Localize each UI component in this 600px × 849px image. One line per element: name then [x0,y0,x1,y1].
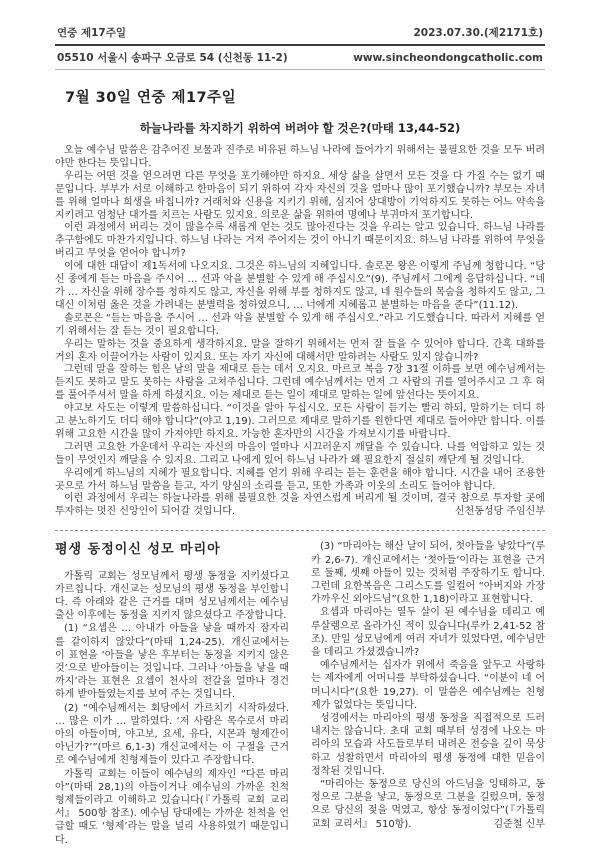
left-column [55,540,289,846]
paragraph: 오늘 예수님 말씀은 감추어진 보물과 진주로 비유된 하느님 나라에 들어가기 위해서는 불필요한 것을 모두 버려야만 한다는 뜻입니다. [55,145,545,169]
homily-signature: 신천동성당 주임신부 [454,506,545,518]
paragraph: 우리는 말하는 것을 중요하게 생각하지요. 말을 잘하기 위해서는 먼저 잘 들을 수 있어야 합니다. 간혹 대화를 거의 혼자 이끌어가는 사람이 있지요. 또는 자기 자신에 대해서만 말하려는 사람도 있지 않습니까? [55,338,545,363]
paragraph: 그런데 말을 잘하는 힘은 남의 말을 제대로 듣는 데서 오지요. 마르코 복음 7장 31절 이하를 보면 예수님께서는 듣지도 못하고 말도 못하는 사람을 고쳐주십니다. 그런데 예수님께서는 먼저 그 사람의 귀를 열어주시고 그 후 혀를 풀어주셔서 말을 하게 하셨지요. 이는 제대로 듣는 일이 제대로 말하는 일에 앞선다는 뜻이지요. [55,364,545,402]
catechesis-article [55,540,545,846]
paragraph: (3) “마리아는 해산 날이 되어, 첫아들을 낳았다”(루카 2,6-7). 개신교에서는 ‘첫아들’이라는 표현을 근거로 둘째, 셋째 아들이 있는 것처럼 주장하기도 합니다. 그런데 요한복음은 그리스도를 일컬어 “아버지와 가장 가까우신 외아드님”(요한 1,18)이라고 표현합니다. [311,541,545,606]
masthead [55,25,545,70]
masthead-address-row [55,46,545,69]
paragraph: 요셉과 마리아는 열두 살이 된 예수님을 데리고 예루살렘으로 올라가신 적이 있습니다(루카 2,41-52 참조). 만일 성모님에게 여러 자녀가 있었다면, 예수님만을 데리고 가셨겠습니까? [311,607,545,658]
paragraph: 이런 과정에서 우리는 하늘나라를 위해 불필요한 것을 자연스럽게 버리게 될 것이며, 결국 참으로 투자할 곳에 투자하는 멋진 신앙인이 되어갈 것입니다. [55,493,545,518]
paragraph: 야고보 사도는 이렇게 말씀하십니다. “이것을 알아 두십시오. 모든 사람이 듣기는 빨리 하되, 말하기는 더디 하고 분노하기도 더디 해야 합니다”(야고 1,19). 그러므로 제대로 말하기를 원한다면 제대로 들어야만 합니다. 이를 위해 고요한 시간을 많이 가져야만 하지요. 가능한 혼자만의 시간을 가져보시기를 바랍니다. [55,403,545,440]
catechesis-title: 평생 동정이신 성모 마리아 [55,542,221,558]
paragraph: 가톨릭 교회는 이들이 예수님의 제자인 “다른 마리아”(마태 28,1)의 아들이거나 예수님의 가까운 친척 형제들이라고 이해하고 있습니다(『가톨릭 교회 교리서』 500항 참조). 예수님 당대에는 가까운 친척을 언급할 때도 ‘형제’라는 말을 널리 사용하였기 때문입니다. [55,768,289,846]
homily-subtitle: 하늘나라를 차지하기 위하여 버려야 할 것은?(마태 13,44-52) [139,121,461,135]
homily-title: 7월 30일 연중 제17주일 [65,90,237,106]
paragraph: “마리아는 동정으로 당신의 아드님을 잉태하고, 동정으로 그분을 낳고, 동정으로 그분을 길렀으며, 동정으로 당신의 젖을 먹였고, 항상 동정이었다”(『가톨릭 교회 교리서』 510항). [311,778,545,830]
paragraph: 솔로몬은 “듣는 마음을 주시어 … 선과 악을 분별할 수 있게 해 주십시오.”라고 기도했습니다. 따라서 지혜를 얻기 위해서는 잘 듣는 것이 필요합니다. [55,312,545,337]
paragraph: 이에 대한 대답이 제1독서에 나오지요. 그것은 하느님의 지혜입니다. 솔로몬 왕은 이렇게 주님께 청합니다. “당신 종에게 듣는 마음을 주시어 … 선과 악을 분별할 수 있게 해 주십시오”(9). 주님께서 그에게 응답하십니다. “네가 … 자신을 위해 장수를 청하지도 않고, 자신을 위해 부를 청하지도 않고, 네 원수들의 목숨을 청하지도 않고, 그 대신 이처럼 옳은 것을 가려내는 분별력을 청하였으니, … 너에게 지혜롭고 분별하는 마음을 준다”(11.12). [55,261,545,311]
paragraph: 성경에서는 마리아의 평생 동정을 직접적으로 드러내지는 않습니다. 초대 교회 때부터 성경에 나오는 마리아의 모습과 사도들로부터 내려온 전승을 깊이 묵상하고 성찰하면서 마리아의 평생 동정에 대한 믿음이 정착된 것입니다. [311,712,545,777]
church-address: 05510 서울시 송파구 오금로 54 (신천동 11-2) [57,52,288,64]
homily-article [55,86,545,519]
paragraph: 예수님께서는 십자가 위에서 죽음을 앞두고 사랑하는 제자에게 어머니를 부탁하셨습니다. “이분이 네 어머니시다”(요한 19,27). 이 말씀은 예수님께는 친형제가 없었다는 뜻입니다. [311,660,545,711]
right-column [311,540,545,846]
masthead-rule-thin [55,69,545,70]
paragraph: 이런 과정에서 버리는 것이 많을수록 새롭게 얻는 것도 많아진다는 것을 우리는 알고 있습니다. 하느님 나라를 추구함에도 마찬가지입니다. 하느님 나라는 거저 주어지는 것이 아니기 때문이지요. 하느님 나라를 위하여 무엇을 버리고 무엇을 얻어야 합니까? [55,222,545,260]
church-website: www.sincheondongcatholic.com [353,52,543,64]
paragraph: 그러면 고요한 가운데서 우리는 자신의 마음이 얼마나 시끄러운지 깨달을 수 있습니다. 나를 억압하고 있는 것들이 무엇인지 깨달을 수 있지요. 그리고 나에게 있어 하느님 나라가 왜 필요한지 절실히 깨닫게 될 것입니다. [55,441,545,466]
masthead-top-row [55,25,545,44]
catechesis-signature: 김준철 신부 [493,818,545,830]
paragraph: (2) “예수님께서는 회당에서 가르치기 시작하셨다. … 많은 이가 … 말하였다. ‘저 사람은 목수로서 마리아의 아들이며, 야고보, 요세, 유다, 시몬과 형제간이 아닌가?’”(마르 6,1-3) 개신교에서는 이 구절을 근거로 예수님에게 친형제들이 있다고 주장합니다. [55,702,289,767]
paragraph: 가톨릭 교회는 성모님께서 평생 동정을 지키셨다고 가르칩니다. 개신교는 성모님의 평생 동정을 부인합니다. 즉 아래와 같은 근거를 대며 성모님께서는 예수님 출산 이후에는 동정을 지키지 않으셨다고 주장합니다. [55,570,289,622]
issue-week-label: 연중 제17주일 [57,27,126,39]
issue-date-label: 2023.07.30.(제2171호) [413,27,543,39]
homily-body [55,145,545,519]
paragraph: 우리에게 하느님의 지혜가 필요합니다. 지혜를 얻기 위해 우리는 듣는 훈련을 해야 합니다. 시간을 내어 조용한 곳으로 가서 하느님 말씀을 듣고, 자기 양심의 소리를 듣고, 또한 가족과 이웃의 소리도 들어야 합니다. [55,467,545,492]
paragraph: 우리는 어떤 것을 얻으려면 다른 무엇을 포기해야만 하지요. 세상 삶을 살면서 모든 것을 다 가질 수는 없기 때문입니다. 부부가 서로 이해하고 한마음이 되기 위하여 각자 자신의 것을 얼마나 많이 포기했습니까? 부모는 자녀를 위해 얼마나 희생을 바칩니까? 거래처와 신용을 지키기 위해, 심지어 상대방이 기억하지도 못하는 어느 약속을 지키려고 엄청난 대가를 치르는 사람도 있지요. 의로운 삶을 위하여 명예나 부귀마저 포기합니다. [55,170,545,221]
paragraph: (1) “요셉은 … 아내가 아들을 낳을 때까지 잠자리를 같이하지 않았다”(마태 1,24-25). 개신교에서는 이 표현을 ‘아들을 낳은 후부터는 동정을 지키지 않은 것’으로 받아들이는 것입니다. 그러나 ‘아들을 낳을 때까지’라는 표현은 요셉이 천사의 전갈을 얼마나 경건하게 받아들였는지를 보여 주는 것입니다. [55,623,289,701]
dashed-separator [55,530,545,531]
